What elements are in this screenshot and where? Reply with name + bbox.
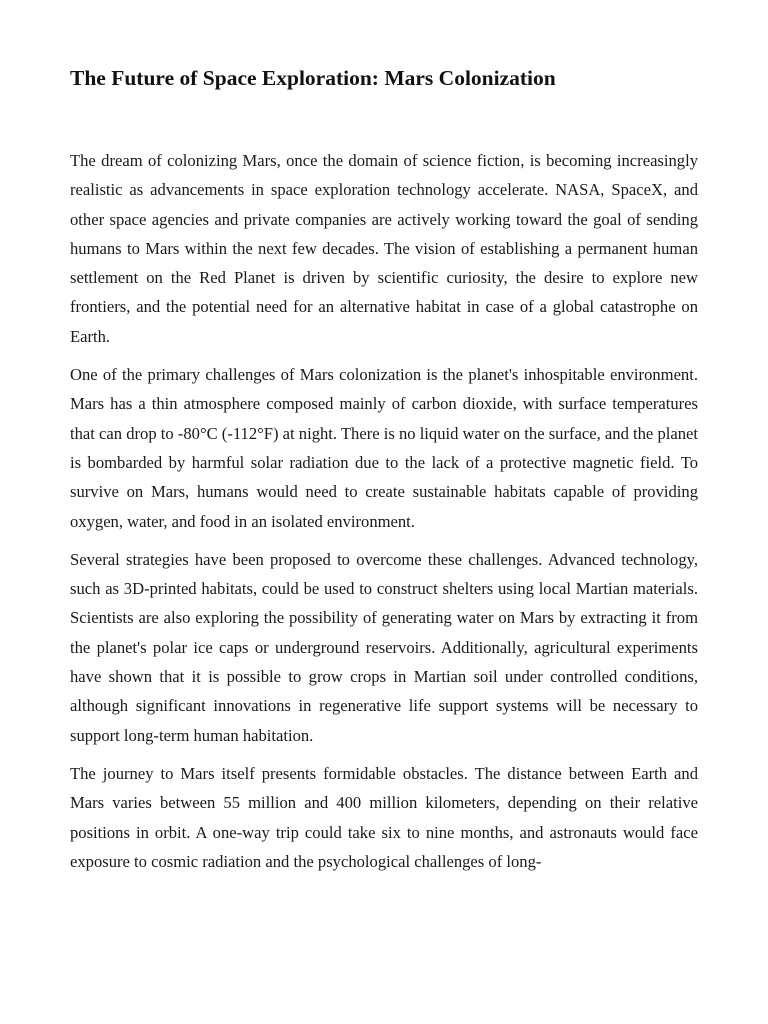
- paragraph-4: The journey to Mars itself presents formidable obstacles. The distance between Earth and Mars varies between 55 million and 400 million kilometers, depending on their relative positions in orbit. A one-way trip could take six to nine months, and astronauts would face exposure to cosmic radiation and the psychological challenges of long-: [70, 763, 698, 871]
- paragraph-2: One of the primary challenges of Mars colonization is the planet's inhospitable environment. Mars has a thin atmosphere composed mainly of carbon dioxide, with surface temperatures that can drop to -80°C (-112°F) at night. There is no liquid water on the surface, and the planet is bombarded by harmful solar radiation due to the lack of a protective magnetic field. To survive on Mars, humans would need to create sustainable habitats capable of providing oxygen, water, and food in an isolated environment.: [70, 365, 698, 531]
- document-body: [70, 146, 698, 885]
- paragraph-1: The dream of colonizing Mars, once the domain of science fiction, is becoming increasingly realistic as advancements in space exploration technology accelerate. NASA, SpaceX, and other space agencies and private companies are actively working toward the goal of sending humans to Mars within the next few decades. The vision of establishing a permanent human settlement on the Red Planet is driven by scientific curiosity, the desire to explore new frontiers, and the potential need for an alternative habitat in case of a global catastrophe on Earth.: [70, 151, 698, 346]
- paragraph-3: Several strategies have been proposed to overcome these challenges. Advanced technology, such as 3D-printed habitats, could be used to construct shelters using local Martian materials. Scientists are also exploring the possibility of generating water on Mars by extracting it from the planet's polar ice caps or underground reservoirs. Additionally, agricultural experiments have shown that it is possible to grow crops in Martian soil under controlled conditions, although significant innovations in regenerative life support systems will be necessary to support long-term human habitation.: [70, 549, 698, 745]
- page-title: The Future of Space Exploration: Mars Colonization: [70, 66, 556, 90]
